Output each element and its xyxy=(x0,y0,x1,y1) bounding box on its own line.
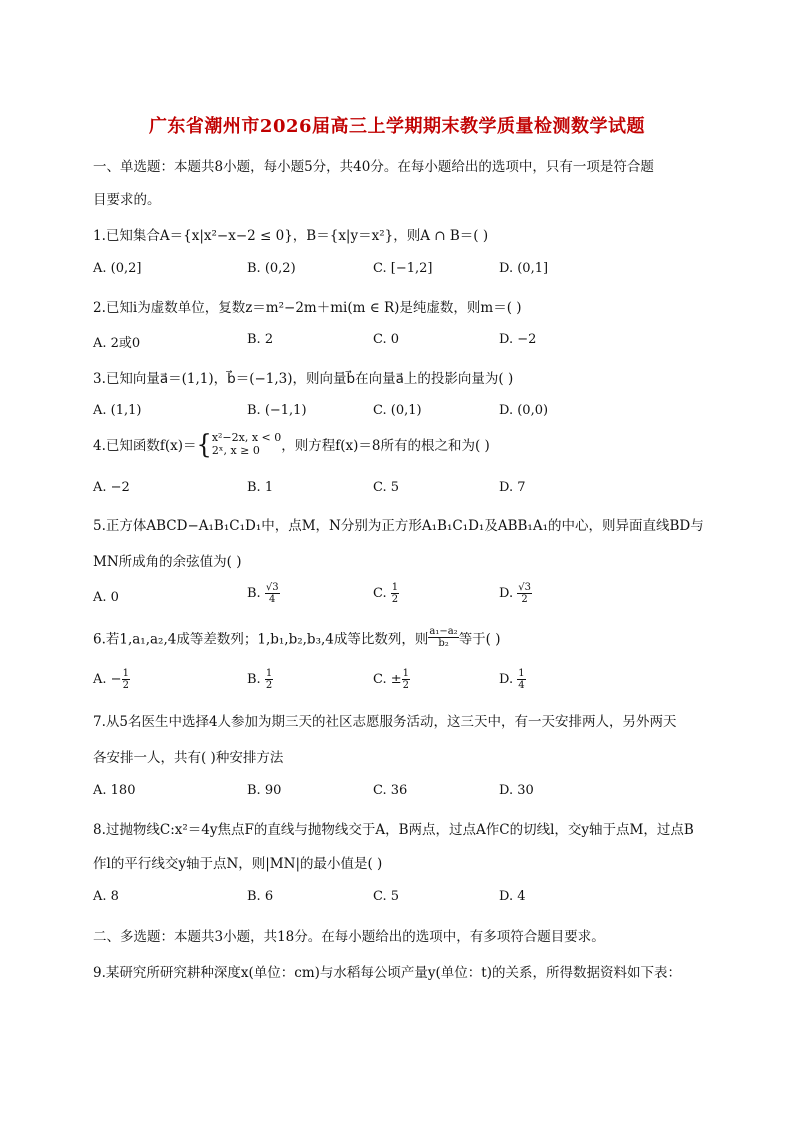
q7-stem-line1: 7.从5名医生中选择4人参加为期三天的社区志愿服务活动，这三天中，有一天安排两人，另外两天 xyxy=(93,714,677,730)
fraction-numerator: 1 xyxy=(122,668,129,679)
left-brace-icon: { xyxy=(196,428,212,460)
fraction-numerator: a₁−a₂ xyxy=(429,626,458,637)
q7-option-d: D. 30 xyxy=(499,783,534,798)
q6-option-a xyxy=(93,668,130,691)
q2-stem: 2.已知i为虚数单位，复数z＝m²−2m＋mi(m ∈ R)是纯虚数，则m＝( ) xyxy=(93,300,522,316)
q8-option-c: C. 5 xyxy=(373,889,400,904)
fraction-numerator: 1 xyxy=(518,668,525,679)
q5-option-a xyxy=(93,590,119,605)
q5-option-c-fraction xyxy=(391,582,399,605)
q6-option-d xyxy=(499,668,526,691)
q7-option-c: C. 36 xyxy=(373,783,408,798)
q4-piece-bottom: 2ˣ, x ≥ 0 xyxy=(211,444,260,457)
q7-option-a: A. 180 xyxy=(93,783,136,798)
page-title: 广东省潮州市2026届高三上学期期末教学质量检测数学试题 xyxy=(148,116,646,137)
q6-stem-prefix: 6.若1,a₁,a₂,4成等差数列；1,b₁,b₂,b₃,4成等比数列，则 xyxy=(93,631,429,648)
q6-option-b-fraction xyxy=(265,668,273,691)
q6-option-d-label: D. xyxy=(499,672,514,687)
q2-option-a: A. 2或0 xyxy=(93,336,141,351)
q3-option-b: B. (−1,1) xyxy=(247,403,307,418)
fraction-denominator: 2 xyxy=(265,680,273,691)
q6-option-c-sign: ± xyxy=(390,672,402,687)
fraction-numerator: 1 xyxy=(402,668,410,679)
q6-option-c xyxy=(373,668,410,691)
q6-option-b-label: B. xyxy=(247,672,261,687)
section2-heading: 二、多选题：本题共3小题，共18分。在每小题给出的选项中，有多项符合题目要求。 xyxy=(93,929,605,945)
q8-stem-line2: 作l的平行线交y轴于点N，则|MN|的最小值是( ) xyxy=(93,856,383,872)
q5-stem-line2: MN所成角的余弦值为( ) xyxy=(93,554,242,570)
q6-option-a-fraction xyxy=(122,668,130,691)
section1-heading-line1: 一、单选题：本题共8小题，每小题5分，共40分。在每小题给出的选项中，只有一项是符合题 xyxy=(93,159,654,175)
fraction-numerator: √3 xyxy=(265,582,279,593)
q5-option-d xyxy=(499,582,532,605)
q3-stem: 3.已知向量a⃗＝(1,1)，b⃗＝(−1,3)，则向量b⃗在向量a⃗上的投影向量为( ) xyxy=(93,371,514,387)
section1-heading-line2: 目要求的。 xyxy=(93,192,161,208)
q5-stem-line1: 5.正方体ABCD−A₁B₁C₁D₁中，点M，N分别为正方形A₁B₁C₁D₁及ABB₁A₁的中心，则异面直线BD与 xyxy=(93,518,704,534)
q6-option-d-fraction xyxy=(517,668,525,691)
q5-option-b-fraction xyxy=(265,582,280,605)
q5-option-b xyxy=(247,582,280,605)
q6-option-c-label: C. xyxy=(373,672,387,687)
q3-option-c: C. (0,1) xyxy=(373,403,422,418)
q6-option-c-fraction xyxy=(402,668,410,691)
fraction-denominator: 2 xyxy=(402,680,410,691)
q8-option-a: A. 8 xyxy=(93,889,119,904)
fraction-numerator: √3 xyxy=(518,582,531,593)
q4-option-a: A. −2 xyxy=(93,480,130,495)
q4-option-b: B. 1 xyxy=(247,480,274,495)
q1-option-d: D. (0,1] xyxy=(499,261,549,276)
fraction-denominator: 4 xyxy=(518,680,525,691)
q2-option-d: D. −2 xyxy=(499,332,537,347)
q1-option-c: C. [−1,2] xyxy=(373,261,433,276)
q2-option-b: B. 2 xyxy=(247,332,274,347)
q6-stem xyxy=(93,626,501,649)
q5-option-c-label: C. xyxy=(373,586,387,601)
q4-option-d: D. 7 xyxy=(499,480,526,495)
q1-stem: 1.已知集合A＝{x|x²−x−2 ≤ 0}，B＝{x|y＝x²}，则A ∩ B＝( ) xyxy=(93,228,489,244)
q4-piece-top: x²−2x, x < 0 xyxy=(211,431,282,444)
q5-option-a-value: 0 xyxy=(110,590,119,605)
q8-stem-line1: 8.过抛物线C:x²＝4y焦点F的直线与抛物线交于A，B两点，过点A作C的切线l，交y轴于点M，过点B xyxy=(93,822,694,838)
q6-option-b xyxy=(247,668,273,691)
q7-stem-line2: 各安排一人，共有( )种安排方法 xyxy=(93,750,284,766)
q4-stem-suffix: ，则方程f(x)＝8所有的根之和为( ) xyxy=(281,438,490,454)
q6-option-a-label: A. xyxy=(93,672,107,687)
q5-option-b-label: B. xyxy=(247,586,261,601)
q8-option-b: B. 6 xyxy=(247,889,274,904)
q5-option-c xyxy=(373,582,399,605)
fraction-numerator: 1 xyxy=(265,668,273,679)
q5-option-a-label: A. xyxy=(93,590,107,605)
fraction-denominator: b₂ xyxy=(438,638,449,649)
fraction-denominator: 2 xyxy=(122,680,129,691)
q6-option-a-sign: − xyxy=(110,672,122,687)
q4-option-c: C. 5 xyxy=(373,480,400,495)
q6-stem-fraction xyxy=(428,626,458,649)
q6-stem-suffix: 等于( ) xyxy=(458,631,501,648)
q9-stem-line1: 9.某研究所研究耕种深度x(单位：cm)与水稻每公顷产量y(单位：t)的关系，所得数据资料如下表： xyxy=(93,965,681,981)
fraction-denominator: 2 xyxy=(521,594,528,605)
fraction-denominator: 2 xyxy=(391,594,399,605)
q5-option-d-label: D. xyxy=(499,586,514,601)
q8-option-d: D. 4 xyxy=(499,889,526,904)
q4-stem-prefix: 4.已知函数f(x)＝ xyxy=(93,438,197,454)
q7-option-b: B. 90 xyxy=(247,783,282,798)
fraction-denominator: 4 xyxy=(269,594,276,605)
q4-stem xyxy=(93,428,490,460)
q1-option-b: B. (0,2) xyxy=(247,261,296,276)
q2-option-c: C. 0 xyxy=(373,332,400,347)
q1-option-a: A. (0,2] xyxy=(93,261,142,276)
q4-piecewise xyxy=(212,431,281,457)
fraction-numerator: 1 xyxy=(391,582,399,593)
q5-option-d-fraction xyxy=(517,582,532,605)
q3-option-d: D. (0,0) xyxy=(499,403,549,418)
q3-option-a: A. (1,1) xyxy=(93,403,142,418)
